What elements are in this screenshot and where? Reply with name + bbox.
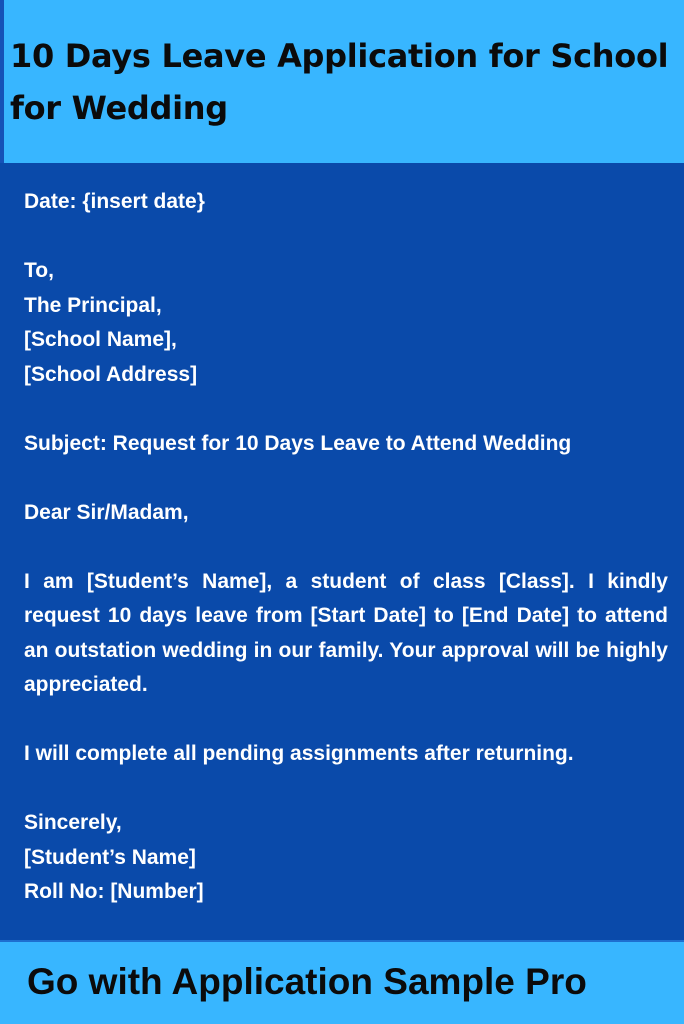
footer-text: Go with Application Sample Pro xyxy=(27,961,587,1002)
spacer xyxy=(24,461,668,496)
letter-salutation: Dear Sir/Madam, xyxy=(24,500,189,524)
letter-body-paragraph: I am [Student’s Name], a student of class [Class]. I kindly request 10 days leave from [Start Date] to [End Date] to attend an outstation wedding in our family. Your approval will be highly appreciated. xyxy=(24,569,668,696)
footer-banner xyxy=(0,940,684,1024)
header-banner xyxy=(0,0,684,163)
spacer xyxy=(24,530,668,565)
letter-panel xyxy=(0,163,684,940)
letter-school-name: [School Name], xyxy=(24,328,177,351)
letter-student-name: [Student’s Name] xyxy=(24,845,196,869)
letter-sign-off: Sincerely, xyxy=(24,811,122,834)
spacer xyxy=(24,220,668,255)
letter-to: To, xyxy=(24,259,54,282)
letter-recipient: The Principal, xyxy=(24,293,162,317)
letter-closing-note: I will complete all pending assignments after returning. xyxy=(24,742,574,765)
page-title: 10 Days Leave Application for School for Wedding xyxy=(10,37,669,127)
letter-school-address: [School Address] xyxy=(24,362,198,386)
letter-subject: Subject: Request for 10 Days Leave to Attend Wedding xyxy=(24,431,572,455)
letter-body xyxy=(24,185,668,910)
spacer xyxy=(24,772,668,807)
spacer xyxy=(24,703,668,738)
letter-date: Date: {insert date} xyxy=(24,190,205,213)
spacer xyxy=(24,392,668,427)
letter-roll-no: Roll No: [Number] xyxy=(24,880,204,903)
